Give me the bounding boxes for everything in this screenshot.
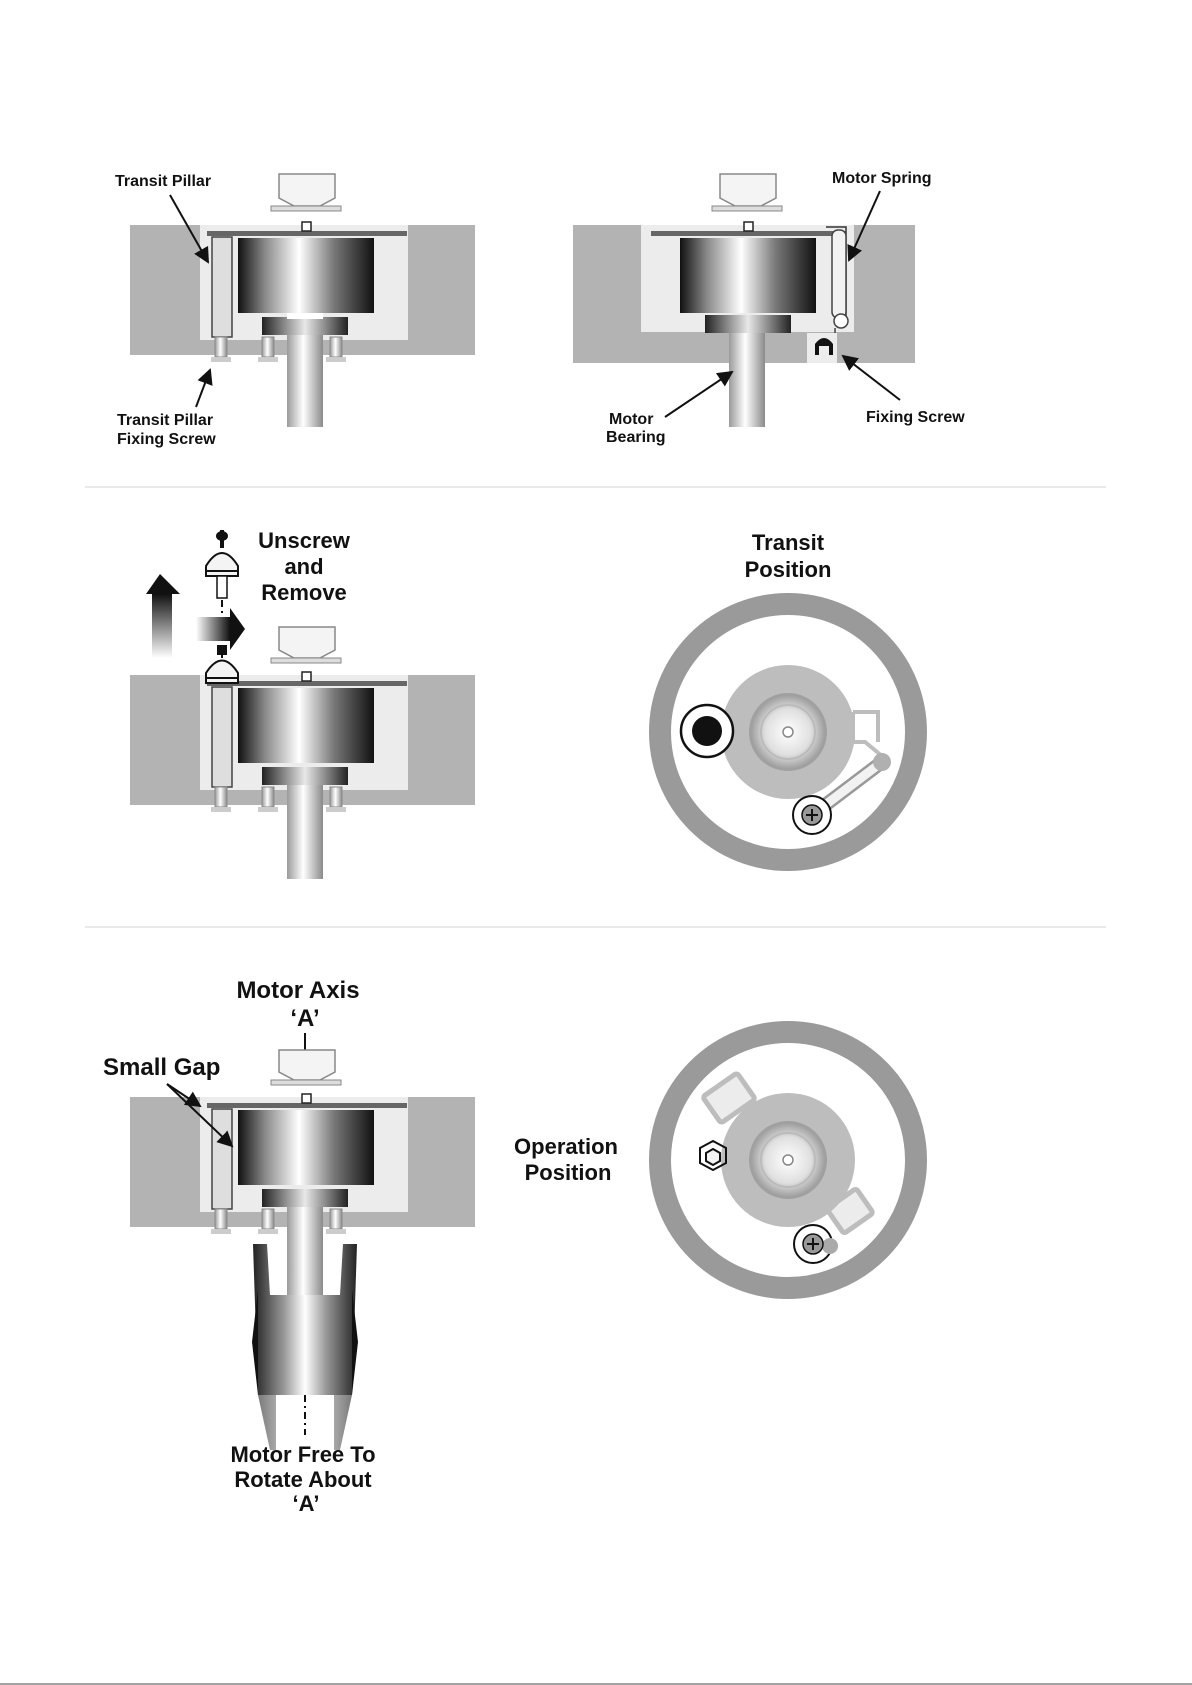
lift-arrow [152,594,172,658]
motor-body [238,1110,374,1185]
cup [279,627,335,658]
removed-screw [206,530,238,598]
motor-spring [832,230,846,318]
leader-motor-bearing [665,372,732,417]
transit-pillar [212,687,232,787]
instruction-line-3: Remove [261,580,347,605]
label-motor-bearing-2: Bearing [606,429,666,446]
label-motor-bearing-1: Motor [609,411,654,428]
spindle-nut [302,672,311,681]
instruction-line-1: Unscrew [258,528,350,553]
motor-shaft [287,785,323,879]
free-label-3: ‘A’ [292,1491,320,1516]
cup [279,1050,335,1080]
bearing-ring [262,317,348,335]
bearing-ring [262,1189,348,1207]
hex-nut-icon [706,1149,720,1165]
panel-operation-position [514,1032,916,1288]
operation-title-1: Operation [514,1134,618,1159]
motor-shaft [287,335,323,427]
move-arrow [196,617,230,641]
label-fixing-screw: Fixing Screw [866,409,965,426]
transit-pillar [212,1109,232,1209]
motor-body [238,238,374,313]
spindle-center [783,727,793,737]
spindle-nut [744,222,753,231]
cup [720,174,776,206]
cup-washer [271,1080,341,1085]
transit-title-2: Position [744,557,832,582]
transit-pillar-top [692,716,722,746]
label-pillar-screw-2: Fixing Screw [117,431,216,448]
bearing-ring [705,315,791,333]
motor-bearing [729,333,765,427]
motor-body [238,688,374,763]
label-motor-spring: Motor Spring [832,170,932,187]
bearing-ring [262,767,348,785]
rotation-arrow-right [352,1290,358,1395]
small-gap-label: Small Gap [103,1054,221,1081]
free-label-2: Rotate About [234,1467,372,1492]
lift-arrow-head [146,574,180,594]
spindle-center [783,1155,793,1165]
label-transit-pillar: Transit Pillar [115,173,212,190]
operation-title-2: Position [524,1160,612,1185]
rotation-arrow-left [252,1290,258,1395]
cup-washer [271,658,341,663]
label-pillar-screw-1: Transit Pillar [117,412,214,429]
panel-operation-side-view [103,977,475,1516]
screw-in-housing [206,645,238,683]
panel-transit-pillar-assembly [115,173,475,448]
panel-motor-spring-assembly [573,170,965,446]
cup-washer [271,206,341,211]
transit-pillar [212,237,232,337]
move-arrow-head [230,608,245,650]
axis-label-2: ‘A’ [290,1005,320,1032]
motor-shaft [287,1207,323,1295]
spindle-nut [302,222,311,231]
leader-pillar-screw [196,370,210,407]
free-label-1: Motor Free To [230,1442,376,1467]
cup-washer [712,206,782,211]
instruction-line-2: and [284,554,324,579]
transit-title-1: Transit [751,530,825,555]
panel-unscrew-remove [130,528,475,879]
motor-body [680,238,816,313]
cup [279,174,335,206]
axis-label-1: Motor Axis [236,977,360,1004]
spindle-nut [302,1094,311,1103]
panel-transit-position [660,530,916,860]
